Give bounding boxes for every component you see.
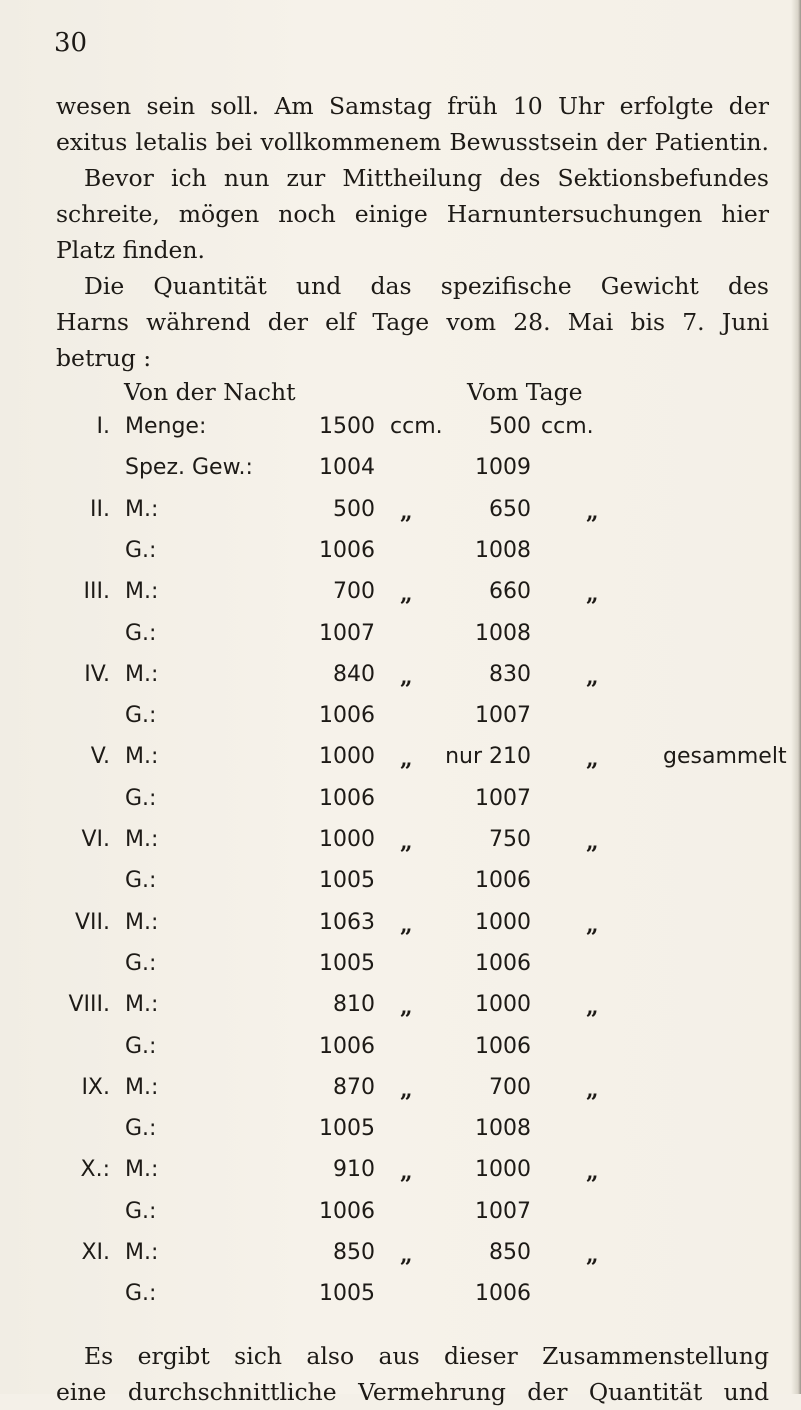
night-value: 1000 [319, 744, 375, 770]
ditto-mark: „ [400, 1242, 413, 1268]
ditto-mark: „ [400, 911, 413, 938]
text-line: Platz finden. [56, 236, 205, 264]
row-label: G.: [125, 703, 157, 729]
text-line: schreite, mögen noch einige Harnuntersuchungen hier [56, 200, 769, 228]
row-label: G.: [125, 868, 157, 894]
row-roman-numeral: II. [90, 496, 110, 522]
text-line: Es ergibt sich also aus dieser Zusammenstellung [84, 1342, 769, 1370]
text-line: Bevor ich nun zur Mittheilung des Sektionsbefundes [84, 164, 769, 192]
day-value: 1009 [475, 455, 531, 481]
row-label: M.: [125, 827, 159, 852]
header-day: Vom Tage [467, 378, 583, 406]
row-label: M.: [125, 496, 159, 522]
night-value: 850 [333, 1240, 375, 1265]
ditto-mark: „ [586, 746, 599, 773]
day-value: 1006 [475, 1033, 531, 1059]
row-roman-numeral: IV. [84, 661, 110, 687]
row-label: M.: [125, 992, 159, 1018]
ditto-mark: „ [586, 1159, 599, 1186]
night-value: 1006 [319, 703, 375, 729]
night-value: 1006 [319, 1198, 375, 1224]
header-night: Von der Nacht [124, 378, 296, 406]
text-line: Harns während der elf Tage vom 28. Mai bis 7. Juni [56, 308, 769, 336]
row-label: M.: [125, 909, 159, 935]
day-value: 1006 [475, 868, 531, 894]
ditto-mark: „ [586, 1242, 599, 1268]
night-value: 1000 [319, 827, 375, 852]
row-label: G.: [125, 950, 157, 976]
ditto-mark: „ [400, 498, 413, 525]
row-roman-numeral: V. [90, 744, 110, 770]
row-label: M.: [125, 579, 159, 605]
night-value: 1005 [319, 868, 375, 894]
day-value: 750 [489, 827, 531, 852]
ditto-mark: „ [586, 829, 599, 855]
day-value: 1007 [475, 1198, 531, 1224]
night-value: 1007 [319, 620, 375, 646]
page-edge-shadow [791, 0, 801, 1394]
text-line: betrug : [56, 344, 152, 372]
day-value: 700 [489, 1074, 531, 1100]
night-value: 1006 [319, 1033, 375, 1059]
day-value: 850 [489, 1240, 531, 1265]
day-value: 1008 [475, 620, 531, 646]
night-value: 500 [333, 496, 375, 522]
day-value: 1006 [475, 950, 531, 976]
night-value: 910 [333, 1157, 375, 1183]
row-roman-numeral: I. [96, 414, 110, 439]
ditto-mark: „ [400, 581, 413, 608]
row-roman-numeral: VI. [81, 827, 110, 852]
night-value: 1005 [319, 950, 375, 976]
row-roman-numeral: VII. [74, 909, 110, 935]
ditto-mark: „ [586, 994, 599, 1021]
day-value: 650 [489, 496, 531, 522]
night-value: 1004 [319, 455, 375, 481]
day-value: 1006 [475, 1281, 531, 1307]
text-line: wesen sein soll. Am Samstag früh 10 Uhr erfolgte der [56, 92, 769, 120]
row-label: G.: [125, 620, 157, 646]
ditto-mark: „ [400, 1159, 413, 1186]
row-roman-numeral: IX. [81, 1074, 110, 1100]
ditto-mark: „ [400, 994, 413, 1021]
ditto-mark: „ [400, 1076, 413, 1103]
row-roman-numeral: III. [83, 579, 110, 605]
day-value: 1000 [475, 909, 531, 935]
row-label: M.: [125, 1240, 159, 1265]
night-value: 700 [333, 579, 375, 605]
day-value: 1008 [475, 1116, 531, 1142]
unit-label: ccm. [390, 414, 443, 439]
day-value: nur 210 [445, 744, 531, 770]
row-label: G.: [125, 785, 157, 811]
text-line: eine durchschnittliche Vermehrung der Quantität und [56, 1378, 769, 1406]
night-value: 810 [333, 992, 375, 1018]
day-value: 1007 [475, 703, 531, 729]
row-label: Menge: [125, 414, 207, 439]
ditto-mark: „ [586, 581, 599, 608]
row-label: M.: [125, 1157, 159, 1183]
day-value: 1000 [475, 992, 531, 1018]
row-label: G.: [125, 537, 157, 563]
row-label: M.: [125, 661, 159, 687]
ditto-mark: „ [586, 1076, 599, 1103]
intro-paragraph [56, 88, 769, 376]
row-label: G.: [125, 1033, 157, 1059]
row-label: M.: [125, 744, 159, 770]
row-label: Spez. Gew.: [125, 455, 253, 481]
ditto-mark: „ [400, 746, 413, 773]
text-line: Die Quantität und das spezifische Gewicht des [84, 272, 769, 300]
row-note: gesammelt [663, 744, 787, 770]
day-value: 500 [489, 414, 531, 439]
row-label: G.: [125, 1198, 157, 1224]
row-roman-numeral: X.: [80, 1157, 110, 1183]
row-label: M.: [125, 1074, 159, 1100]
day-value: 830 [489, 661, 531, 687]
night-value: 1063 [319, 909, 375, 935]
row-roman-numeral: XI. [81, 1240, 110, 1265]
day-value: 1008 [475, 537, 531, 563]
day-value: 1007 [475, 785, 531, 811]
night-value: 1005 [319, 1281, 375, 1307]
night-value: 1005 [319, 1116, 375, 1142]
ditto-mark: „ [586, 911, 599, 938]
text-line: exitus letalis bei vollkommenem Bewusstsein der Patientin. [56, 128, 769, 156]
ditto-mark: „ [400, 829, 413, 855]
night-value: 1006 [319, 537, 375, 563]
outro-paragraph [56, 1338, 769, 1410]
row-roman-numeral: VIII. [68, 992, 110, 1018]
day-value: 1000 [475, 1157, 531, 1183]
night-value: 1500 [319, 414, 375, 439]
row-label: G.: [125, 1116, 157, 1142]
unit-label: ccm. [541, 414, 594, 439]
page-number: 30 [54, 28, 88, 58]
ditto-mark: „ [586, 498, 599, 525]
day-value: 660 [489, 579, 531, 605]
ditto-mark: „ [400, 663, 413, 690]
row-label: G.: [125, 1281, 157, 1307]
ditto-mark: „ [586, 663, 599, 690]
night-value: 870 [333, 1074, 375, 1100]
night-value: 1006 [319, 785, 375, 811]
night-value: 840 [333, 661, 375, 687]
